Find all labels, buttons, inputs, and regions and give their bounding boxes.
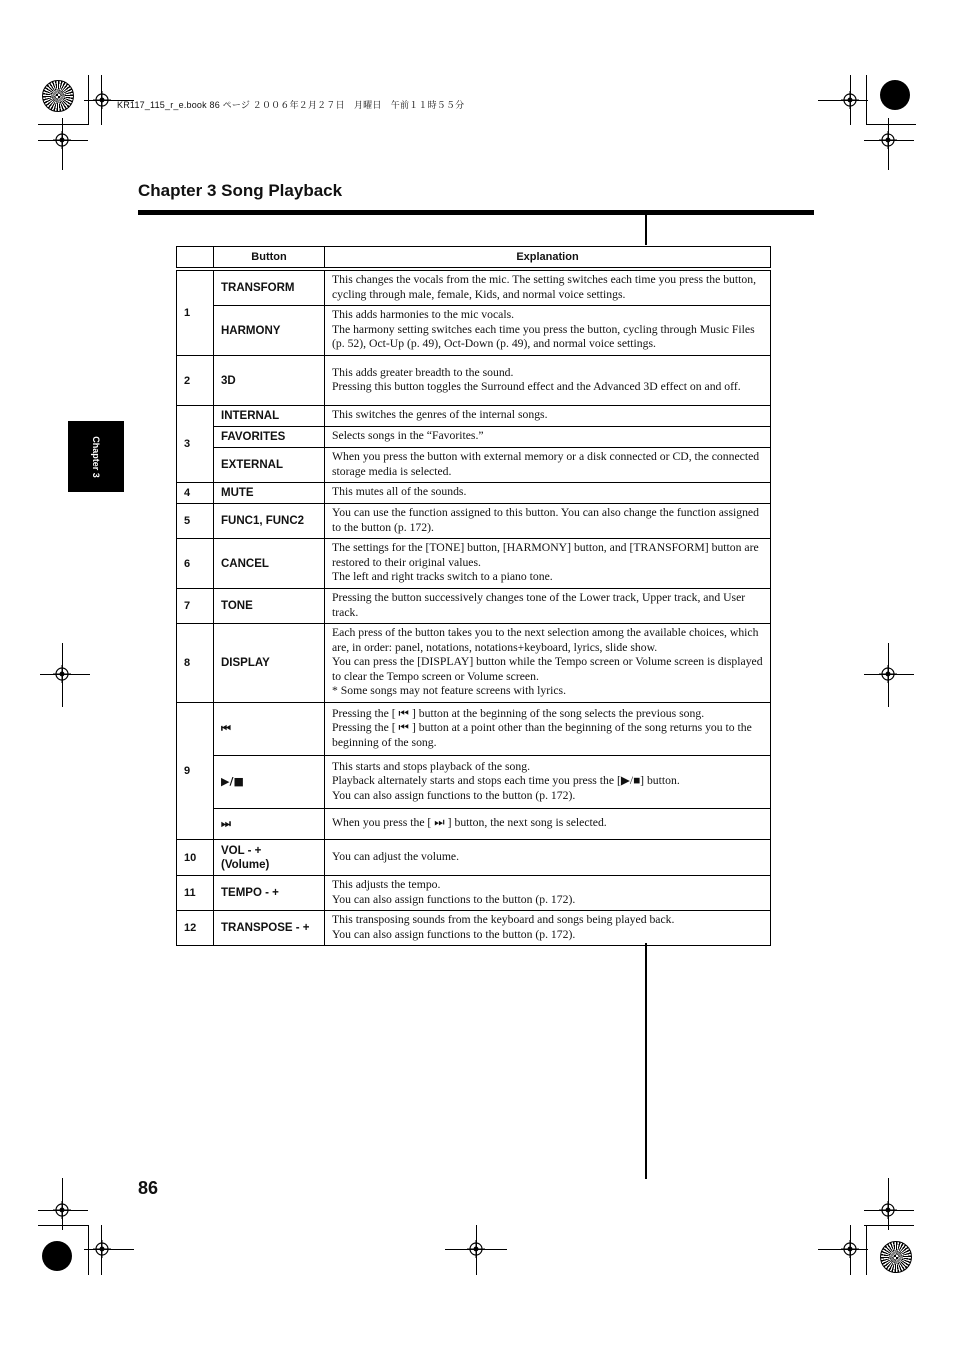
- table-row: [177, 624, 771, 703]
- table-row: [177, 876, 771, 911]
- button-name: FUNC1, FUNC2: [214, 504, 325, 539]
- explanation-text: The settings for the [TONE] button, [HARMONY] button, and [TRANSFORM] button are restored to their original values. The left and right tracks switch to a piano tone.: [325, 539, 771, 589]
- table-row: [177, 539, 771, 589]
- explanation-text: This changes the vocals from the mic. The setting switches each time you press the button, cycling through male, female, Kids, and normal voice settings.: [325, 271, 771, 306]
- explanation-text: This mutes all of the sounds.: [325, 483, 771, 504]
- explanation-text: This switches the genres of the internal songs.: [325, 406, 771, 427]
- button-name: 3D: [214, 356, 325, 406]
- button-name: TONE: [214, 589, 325, 624]
- explanation-text: When you press the button with external memory or a disk connected or CD, the connected storage media is selected.: [325, 448, 771, 483]
- button-name: FAVORITES: [214, 427, 325, 448]
- next-song-button-cell: [214, 809, 325, 840]
- registration-target-icon: [879, 1201, 897, 1219]
- file-header-note: KR117_115_r_e.book 86 ページ ２００６年２月２７日 月曜日 午前１１時５５分: [117, 100, 465, 110]
- registration-target-icon: [841, 1240, 859, 1258]
- column-rule: [645, 943, 647, 1179]
- header-button: Button: [214, 247, 325, 268]
- sunburst-mark-icon: [42, 80, 74, 112]
- button-name: DISPLAY: [214, 624, 325, 703]
- table-row: [177, 406, 771, 427]
- row-number: 11: [177, 876, 214, 911]
- explanation-text: When you press the [ ⏭ ] button, the next song is selected.: [325, 809, 771, 840]
- button-name: CANCEL: [214, 539, 325, 589]
- row-number: 9: [177, 703, 214, 840]
- button-name: TRANSFORM: [214, 271, 325, 306]
- row-number: 3: [177, 406, 214, 483]
- table-row: [177, 809, 771, 840]
- button-name: TRANSPOSE - +: [214, 911, 325, 946]
- row-number: 7: [177, 589, 214, 624]
- row-number: 4: [177, 483, 214, 504]
- row-number: 2: [177, 356, 214, 406]
- chapter-title: Chapter 3 Song Playback: [138, 181, 343, 200]
- table-row: [177, 448, 771, 483]
- print-dot-icon: [880, 80, 910, 110]
- row-number: 1: [177, 271, 214, 356]
- column-rule: [645, 215, 647, 245]
- play-stop-icon: ▶/■: [221, 775, 244, 788]
- print-dot-icon: [42, 1241, 72, 1271]
- button-name: EXTERNAL: [214, 448, 325, 483]
- registration-target-icon: [53, 131, 71, 149]
- explanation-text: Each press of the button takes you to the next selection among the available choices, which are, in order: panel, notations, notations+keyboard, lyrics, slide show. You can press the [DISPLAY] button while the Tempo screen or Volume screen is displayed to clear the Tempo screen or Volume screen. * Some songs may not feature screens with lyrics.: [325, 624, 771, 703]
- registration-target-icon: [841, 91, 859, 109]
- explanation-text: This adds greater breadth to the sound. Pressing this button toggles the Surround effect and the Advanced 3D effect on and off.: [325, 356, 771, 406]
- row-number: 8: [177, 624, 214, 703]
- table-row: [177, 504, 771, 539]
- play-stop-button-cell: [214, 756, 325, 809]
- button-name: INTERNAL: [214, 406, 325, 427]
- explanation-text: Selects songs in the “Favorites.”: [325, 427, 771, 448]
- header-explanation: Explanation: [325, 247, 771, 268]
- registration-target-icon: [879, 131, 897, 149]
- page-number: 86: [138, 1178, 159, 1198]
- table-row: [177, 703, 771, 756]
- registration-target-icon: [467, 1240, 485, 1258]
- button-name: HARMONY: [214, 306, 325, 356]
- row-number: 5: [177, 504, 214, 539]
- table-row: [177, 840, 771, 876]
- explanation-text: Pressing the button successively changes tone of the Lower track, Upper track, and User track.: [325, 589, 771, 624]
- sunburst-mark-icon: [880, 1241, 912, 1273]
- row-number: 10: [177, 840, 214, 876]
- table-row: [177, 356, 771, 406]
- explanation-text: This starts and stops playback of the song. Playback alternately starts and stops each time you press the [▶/■] button. You can also assign functions to the button (p. 172).: [325, 756, 771, 809]
- previous-song-button-cell: [214, 703, 325, 756]
- row-number: 12: [177, 911, 214, 946]
- table-row: [177, 756, 771, 809]
- button-name: MUTE: [214, 483, 325, 504]
- row-number: 6: [177, 539, 214, 589]
- table-row: [177, 911, 771, 946]
- next-song-icon: ⏭: [221, 817, 231, 830]
- previous-song-icon: ⏮: [221, 722, 231, 735]
- registration-target-icon: [53, 665, 71, 683]
- table-row: [177, 271, 771, 306]
- button-name: VOL - + (Volume): [214, 840, 325, 876]
- registration-target-icon: [879, 665, 897, 683]
- button-explanation-table: [176, 246, 771, 946]
- registration-target-icon: [53, 1201, 71, 1219]
- chapter-side-tab-label: Chapter 3: [90, 435, 101, 478]
- explanation-text: Pressing the [ ⏮ ] button at the beginning of the song selects the previous song. Pressing the [ ⏮ ] button at a point other than the beginning of the song returns you to the beginning of the song.: [325, 703, 771, 756]
- explanation-text: You can adjust the volume.: [325, 840, 771, 876]
- table-row: [177, 306, 771, 356]
- button-name: TEMPO - +: [214, 876, 325, 911]
- title-rule: [138, 210, 814, 215]
- explanation-text: This transposing sounds from the keyboard and songs being played back. You can also assign functions to the button (p. 172).: [325, 911, 771, 946]
- explanation-text: You can use the function assigned to this button. You can also change the function assigned to the button (p. 172).: [325, 504, 771, 539]
- table-row: [177, 427, 771, 448]
- explanation-text: This adds harmonies to the mic vocals. The harmony setting switches each time you press the button, cycling through Music Files (p. 52), Oct-Up (p. 49), Oct-Down (p. 49), and normal voice settings.: [325, 306, 771, 356]
- registration-target-icon: [93, 91, 111, 109]
- chapter-side-tab: [68, 421, 124, 492]
- table-row: [177, 589, 771, 624]
- table-header-row: [177, 247, 771, 268]
- explanation-text: This adjusts the tempo. You can also assign functions to the button (p. 172).: [325, 876, 771, 911]
- registration-target-icon: [93, 1240, 111, 1258]
- table-row: [177, 483, 771, 504]
- header-number-cell: [177, 247, 214, 268]
